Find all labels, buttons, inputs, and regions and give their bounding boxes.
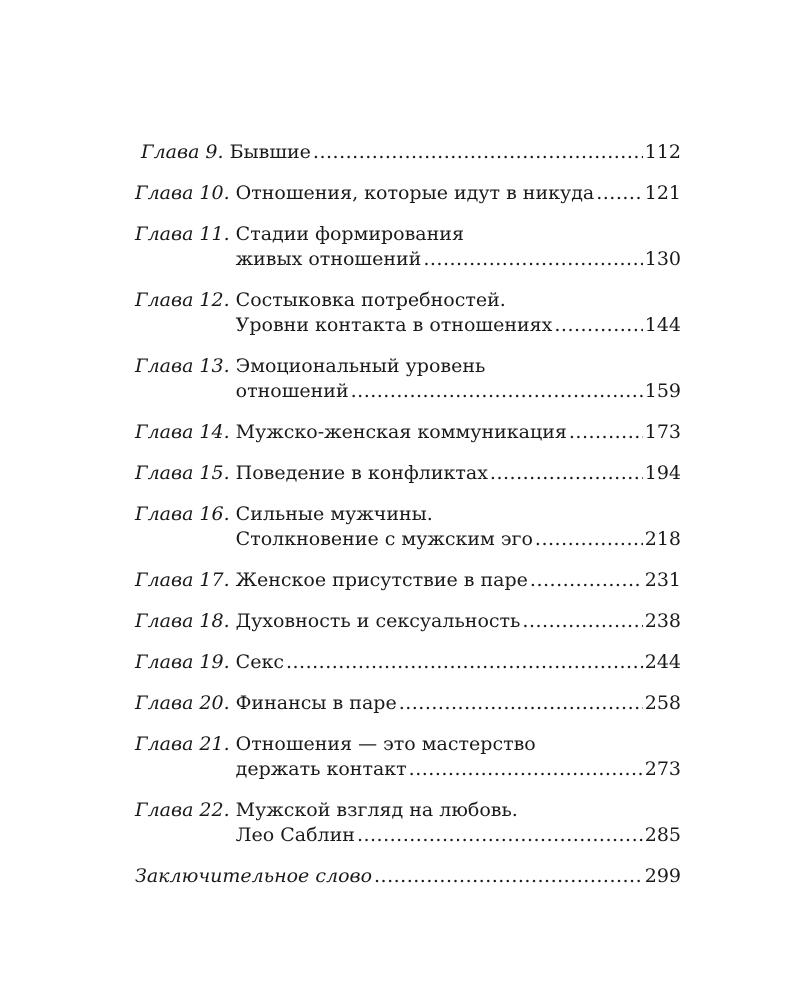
- toc-entry-chapter-22[interactable]: [135, 798, 681, 848]
- dot-leader: [530, 568, 643, 593]
- page-number: 159: [644, 380, 681, 402]
- chapter-title-continued: держать контакт: [235, 758, 407, 780]
- chapter-label: Глава 9.: [141, 141, 224, 163]
- chapter-title: Эмоциональный уровень: [235, 355, 486, 377]
- dot-leader: [423, 247, 642, 272]
- chapter-label: Глава 20.: [135, 692, 230, 714]
- page-number: 299: [644, 865, 681, 887]
- chapter-title: Отношения — это мастерство: [235, 733, 536, 755]
- dot-leader: [535, 527, 643, 552]
- chapter-label: Глава 17.: [135, 569, 230, 591]
- toc-entry-chapter-15[interactable]: [135, 461, 681, 486]
- chapter-title-continued: Лео Саблин: [235, 824, 355, 846]
- page-number: 194: [644, 462, 681, 484]
- chapter-title: Поведение в конфликтах: [235, 462, 488, 484]
- chapter-title: Духовность и сексуальность: [235, 610, 521, 632]
- chapter-label: Глава 13.: [135, 355, 230, 377]
- dot-leader: [522, 609, 642, 634]
- chapter-title: Бывшие: [229, 141, 311, 163]
- dot-leader: [490, 461, 643, 486]
- chapter-label: Глава 16.: [135, 503, 230, 525]
- chapter-label: Глава 10.: [135, 182, 230, 204]
- chapter-label: Глава 21.: [135, 733, 230, 755]
- dot-leader: [569, 420, 643, 445]
- dot-leader: [596, 181, 643, 206]
- toc-entry-chapter-18[interactable]: [135, 609, 681, 634]
- chapter-label: Глава 11.: [135, 223, 230, 245]
- dot-leader: [286, 650, 643, 675]
- chapter-title-continued: живых отношений: [235, 248, 422, 270]
- chapter-title: Стадии формирования: [235, 223, 464, 245]
- page-number: 144: [644, 314, 681, 336]
- chapter-label: Глава 15.: [135, 462, 230, 484]
- toc-entry-chapter-9[interactable]: [135, 140, 681, 165]
- toc-entry-chapter-16[interactable]: [135, 502, 681, 552]
- chapter-label: Глава 19.: [135, 651, 230, 673]
- chapter-title: Секс: [235, 651, 284, 673]
- chapter-label: Глава 18.: [135, 610, 230, 632]
- epilogue-title: Заключительное слово: [135, 865, 373, 887]
- table-of-contents: [135, 140, 681, 905]
- dot-leader: [554, 313, 642, 338]
- dot-leader: [313, 140, 643, 165]
- toc-entry-chapter-10[interactable]: [135, 181, 681, 206]
- page-number: 238: [644, 610, 681, 632]
- chapter-title-continued: отношений: [235, 380, 349, 402]
- toc-entry-chapter-11[interactable]: [135, 222, 681, 272]
- chapter-title: Сильные мужчины.: [235, 503, 433, 525]
- page-number: 273: [644, 758, 681, 780]
- chapter-title: Отношения, которые идут в никуда: [235, 182, 595, 204]
- toc-entry-chapter-19[interactable]: [135, 650, 681, 675]
- toc-entry-chapter-17[interactable]: [135, 568, 681, 593]
- chapter-title: Мужской взгляд на любовь.: [235, 799, 518, 821]
- page-number: 112: [644, 141, 681, 163]
- toc-entry-chapter-14[interactable]: [135, 420, 681, 445]
- chapter-title: Женское присутствие в паре: [235, 569, 528, 591]
- toc-entry-chapter-12[interactable]: [135, 288, 681, 338]
- chapter-title: Состыковка потребностей.: [235, 289, 506, 311]
- page-number: 258: [644, 692, 681, 714]
- page-number: 231: [644, 569, 681, 591]
- page-number: 218: [644, 528, 681, 550]
- dot-leader: [374, 864, 643, 889]
- page-number: 121: [644, 182, 681, 204]
- chapter-title-continued: Уровни контакта в отношениях: [235, 314, 553, 336]
- chapter-label: Глава 22.: [135, 799, 230, 821]
- page-number: 173: [644, 421, 681, 443]
- chapter-label: Глава 14.: [135, 421, 230, 443]
- page-number: 244: [644, 651, 681, 673]
- dot-leader: [357, 823, 643, 848]
- dot-leader: [351, 379, 643, 404]
- chapter-label: Глава 12.: [135, 289, 230, 311]
- page-number: 285: [644, 824, 681, 846]
- page-number: 130: [644, 248, 681, 270]
- toc-entry-chapter-20[interactable]: [135, 691, 681, 716]
- chapter-title: Мужско-женская коммуникация: [235, 421, 567, 443]
- dot-leader: [399, 691, 643, 716]
- dot-leader: [409, 757, 643, 782]
- chapter-title-continued: Столкновение с мужским эго: [235, 528, 533, 550]
- toc-entry-chapter-21[interactable]: [135, 732, 681, 782]
- toc-entry-chapter-13[interactable]: [135, 354, 681, 404]
- chapter-title: Финансы в паре: [235, 692, 397, 714]
- toc-entry-epilogue[interactable]: [135, 864, 681, 889]
